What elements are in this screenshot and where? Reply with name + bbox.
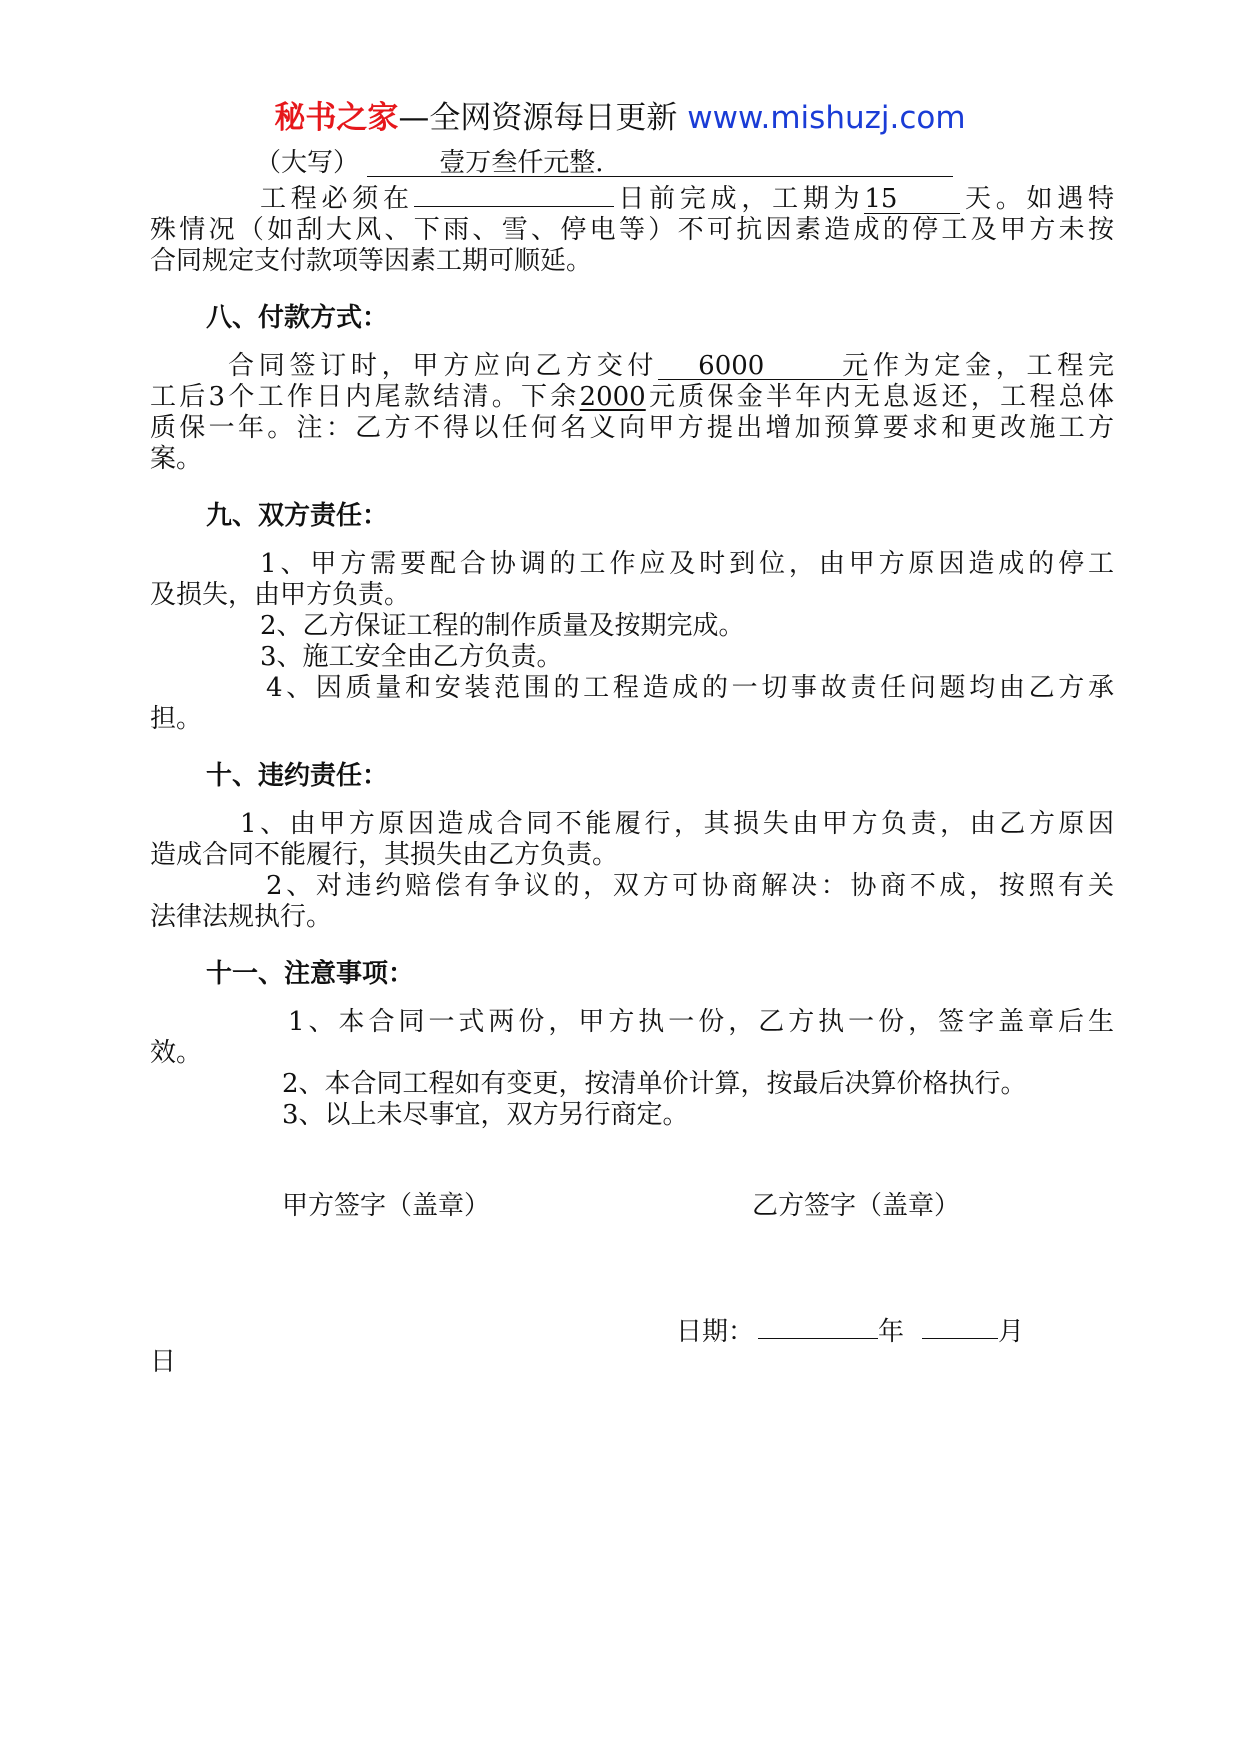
section-heading-payment: 八、付款方式： bbox=[206, 303, 389, 333]
schedule-text-3: 天。如遇特 bbox=[960, 184, 1114, 214]
party-a-signature-label: 甲方签字（盖章） bbox=[282, 1191, 491, 1221]
party-b-signature-label: 乙方签字（盖章） bbox=[752, 1191, 961, 1221]
signature-row bbox=[150, 1185, 1114, 1219]
amount-line bbox=[150, 148, 1114, 179]
payment-line-3: 质保一年。注：乙方不得以任何名义向甲方提出增加预算要求和更改施工方 bbox=[150, 413, 1114, 443]
duties-item-2: 2、乙方保证工程的制作质量及按期完成。 bbox=[260, 611, 745, 641]
payment-line-1 bbox=[150, 351, 1114, 382]
date-label: 日期： bbox=[676, 1317, 755, 1347]
notes-item-2: 2、本合同工程如有变更，按清单价计算，按最后决算价格执行。 bbox=[282, 1069, 1027, 1099]
breach-item-2-line-1: 2、对违约赔偿有争议的，双方可协商解决：协商不成，按照有关 bbox=[266, 871, 1114, 901]
notes-item-1-line-2: 效。 bbox=[150, 1038, 203, 1068]
contract-body bbox=[150, 148, 1114, 1378]
schedule-line-1 bbox=[150, 179, 1114, 215]
completion-date-blank bbox=[414, 179, 614, 207]
payment-text-4: 元质保金半年内无息返还，工程总体 bbox=[645, 382, 1114, 412]
duties-item-3: 3、施工安全由乙方负责。 bbox=[260, 642, 563, 672]
amount-label: （大写） bbox=[255, 148, 360, 178]
breach-item-2-line-2: 法律法规执行。 bbox=[150, 902, 333, 932]
breach-item-1-line-2: 造成合同不能履行，其损失由乙方负责。 bbox=[150, 840, 619, 870]
breach-item-1-line-1: 1、由甲方原因造成合同不能履行，其损失由甲方负责，由乙方原因 bbox=[240, 809, 1114, 839]
duties-item-4-line-2: 担。 bbox=[150, 704, 203, 734]
duration-days: 15 bbox=[864, 184, 898, 214]
schedule-text-2: 日前完成，工期为 bbox=[613, 184, 865, 214]
month-blank bbox=[922, 1311, 998, 1339]
schedule-line-2: 殊情况（如刮大风、下雨、雪、停电等）不可抗因素造成的停工及甲方未按 bbox=[150, 215, 1114, 245]
notes-item-1-line-1: 1、本合同一式两份，甲方执一份，乙方执一份，签字盖章后生 bbox=[288, 1007, 1114, 1037]
payment-text-3: 工后3个工作日内尾款结清。下余 bbox=[150, 382, 580, 412]
year-label: 年 bbox=[878, 1317, 905, 1347]
date-row bbox=[150, 1311, 1114, 1347]
payment-line-2 bbox=[150, 382, 1114, 413]
notes-item-3: 3、以上未尽事宜，双方另行商定。 bbox=[282, 1100, 689, 1130]
amount-blank bbox=[367, 150, 953, 177]
duties-item-1-line-1: 1、甲方需要配合协调的工作应及时到位，由甲方原因造成的停工 bbox=[260, 549, 1114, 579]
section-heading-duties: 九、双方责任： bbox=[206, 501, 389, 531]
schedule-line-3: 合同规定支付款项等因素工期可顺延。 bbox=[150, 246, 593, 276]
amount-value: 壹万叁仟元整. bbox=[439, 148, 604, 178]
retention-amount: 2000 bbox=[579, 382, 646, 412]
header-tagline: —全网资源每日更新 bbox=[398, 100, 678, 136]
header-url[interactable]: www.mishuzj.com bbox=[687, 100, 966, 136]
year-blank bbox=[758, 1311, 878, 1339]
deposit-blank bbox=[658, 353, 868, 380]
month-label: 月 bbox=[998, 1317, 1025, 1347]
duties-item-1-line-2: 及损失，由甲方负责。 bbox=[150, 580, 411, 610]
schedule-text-1: 工程必须在 bbox=[260, 184, 414, 214]
deposit-amount: 6000元 bbox=[698, 351, 869, 381]
payment-text-1: 合同签订时，甲方应向乙方交付 bbox=[228, 351, 659, 381]
section-heading-notes: 十一、注意事项： bbox=[206, 959, 415, 989]
day-label: 日 bbox=[150, 1347, 177, 1377]
section-heading-breach: 十、违约责任： bbox=[206, 761, 389, 791]
duties-item-4-line-1: 4、因质量和安装范围的工程造成的一切事故责任问题均由乙方承 bbox=[266, 673, 1114, 703]
payment-text-2: 作为定金，工程完 bbox=[868, 351, 1114, 381]
payment-line-4: 案。 bbox=[150, 444, 203, 474]
duration-blank bbox=[864, 186, 960, 214]
site-header bbox=[0, 98, 1240, 138]
brand-name: 秘书之家 bbox=[274, 100, 399, 136]
